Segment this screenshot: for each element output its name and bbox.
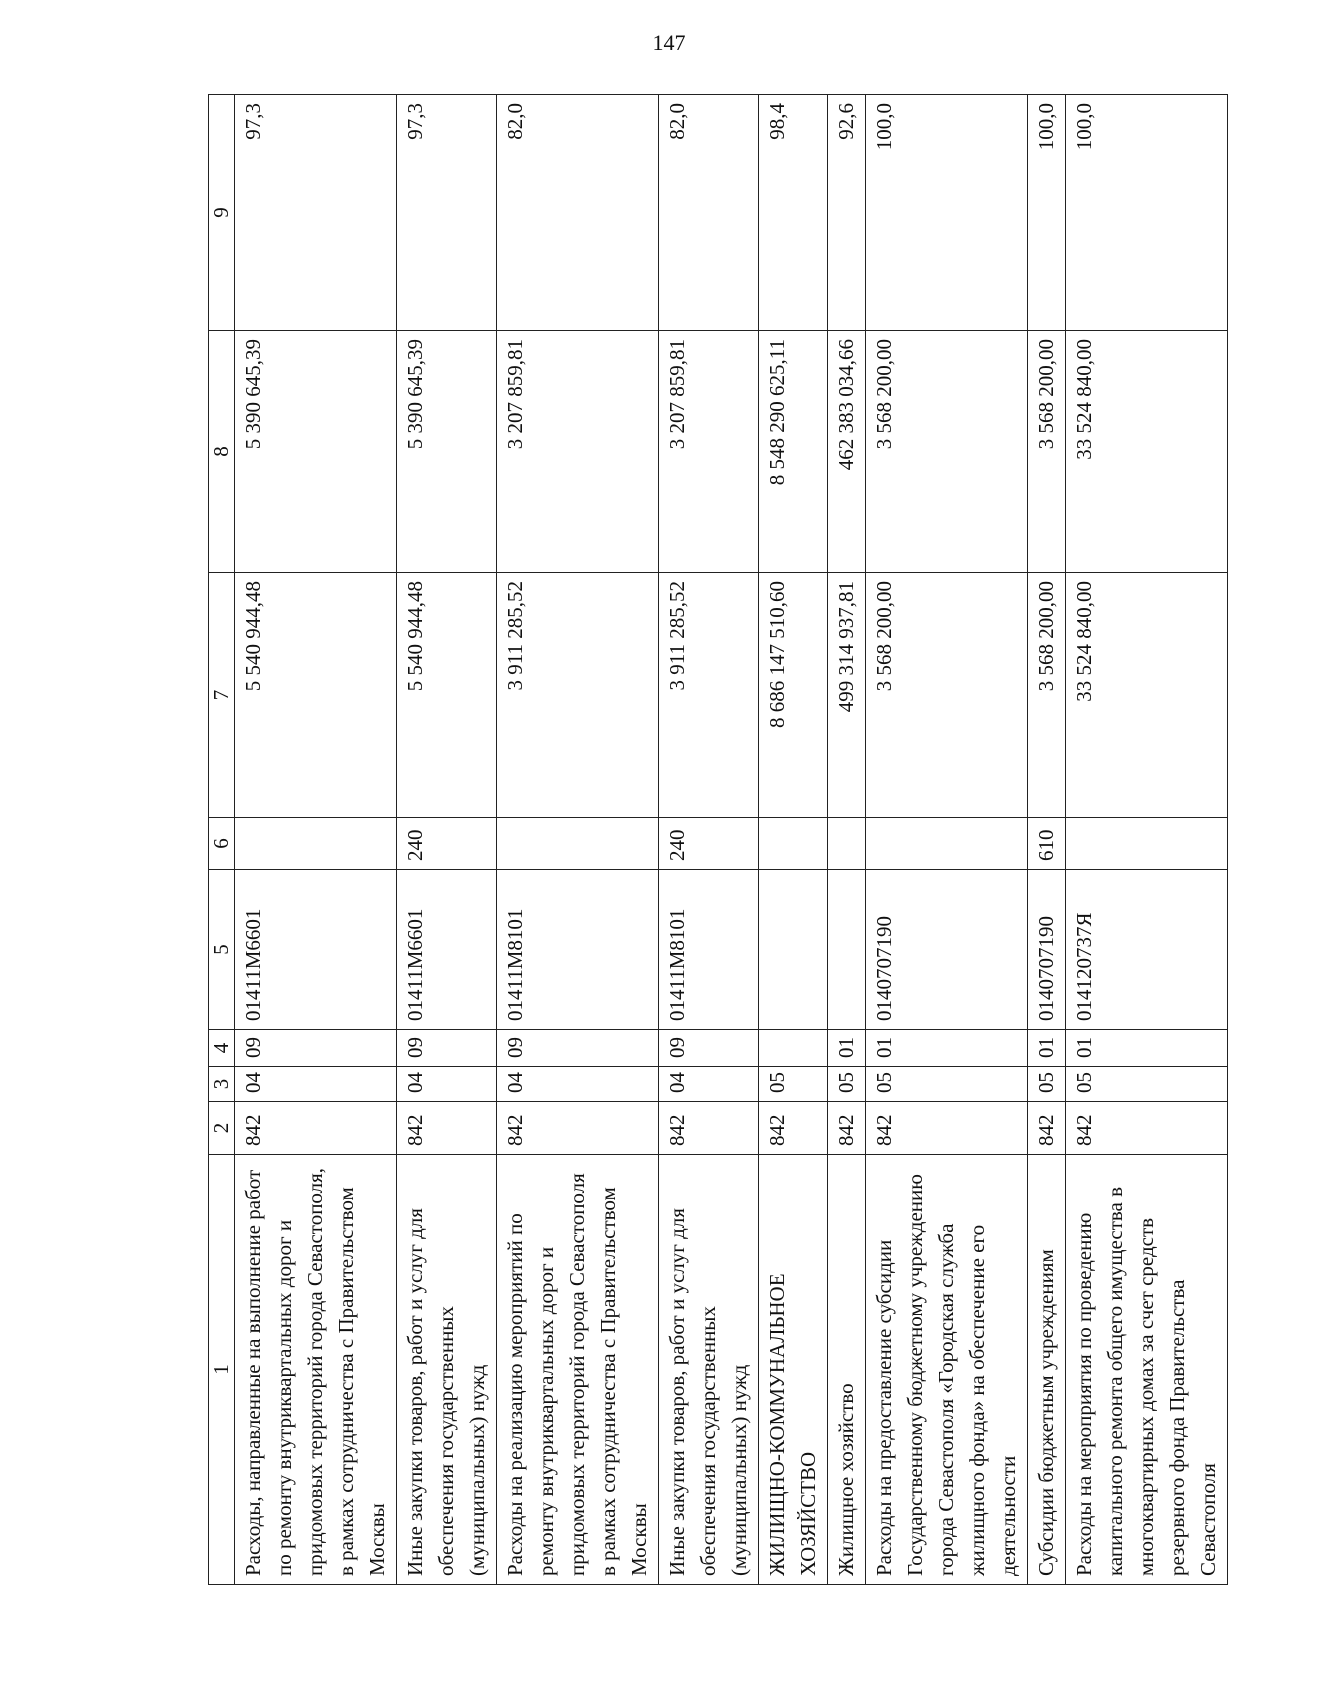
cell-expense-type: 240 — [397, 818, 497, 870]
cell-subsection: 01 — [828, 1030, 866, 1067]
col-header-4: 4 — [209, 1030, 235, 1067]
cell-section: 05 — [828, 1067, 866, 1102]
table-row — [1028, 95, 1066, 1585]
col-header-6: 6 — [209, 818, 235, 870]
cell-subsection: 09 — [497, 1030, 659, 1067]
cell-executed: 462 383 034,66 — [828, 331, 866, 573]
cell-expense-type — [1066, 818, 1228, 870]
cell-percent: 92,6 — [828, 95, 866, 331]
table-row — [1066, 95, 1228, 1585]
cell-admin-code: 842 — [497, 1102, 659, 1155]
cell-planned: 8 686 147 510,60 — [759, 573, 828, 818]
cell-expense-type — [828, 818, 866, 870]
col-header-8: 8 — [209, 331, 235, 573]
cell-planned: 3 911 285,52 — [497, 573, 659, 818]
cell-expense-type: 610 — [1028, 818, 1066, 870]
cell-executed: 5 390 645,39 — [235, 331, 397, 573]
cell-section: 05 — [1066, 1067, 1228, 1102]
table-header-row — [209, 95, 235, 1585]
cell-percent: 82,0 — [659, 95, 759, 331]
cell-admin-code: 842 — [759, 1102, 828, 1155]
cell-planned: 3 568 200,00 — [1028, 573, 1066, 818]
cell-admin-code: 842 — [659, 1102, 759, 1155]
cell-admin-code: 842 — [866, 1102, 1028, 1155]
row-name: Расходы на предоставление субсидии Государственному бюджетному учреждению города Севастополя «Городская служба жилищного фонда» на обеспечение его деятельности — [866, 1155, 1028, 1585]
cell-executed: 3 207 859,81 — [497, 331, 659, 573]
col-header-5: 5 — [209, 870, 235, 1030]
cell-target-article — [828, 870, 866, 1030]
cell-section: 04 — [397, 1067, 497, 1102]
cell-admin-code: 842 — [235, 1102, 397, 1155]
table-row — [235, 95, 397, 1585]
budget-table — [208, 94, 1228, 1585]
cell-expense-type: 240 — [659, 818, 759, 870]
table-row — [828, 95, 866, 1585]
cell-executed: 8 548 290 625,11 — [759, 331, 828, 573]
cell-expense-type — [759, 818, 828, 870]
cell-target-article: 0140707190 — [866, 870, 1028, 1030]
row-name: ЖИЛИЩНО-КОММУНАЛЬНОЕ ХОЗЯЙСТВО — [759, 1155, 828, 1585]
cell-executed: 3 568 200,00 — [866, 331, 1028, 573]
cell-expense-type — [497, 818, 659, 870]
cell-subsection: 01 — [1066, 1030, 1228, 1067]
cell-planned: 5 540 944,48 — [235, 573, 397, 818]
col-header-9: 9 — [209, 95, 235, 331]
cell-executed: 3 207 859,81 — [659, 331, 759, 573]
cell-subsection: 01 — [866, 1030, 1028, 1067]
cell-planned: 3 911 285,52 — [659, 573, 759, 818]
cell-percent: 100,0 — [866, 95, 1028, 331]
row-name: Расходы на реализацию мероприятий по ремонту внутриквартальных дорог и придомовых территорий города Севастополя в рамках сотрудничества с Правительством Москвы — [497, 1155, 659, 1585]
cell-planned: 499 314 937,81 — [828, 573, 866, 818]
cell-target-article: 014120737Я — [1066, 870, 1228, 1030]
cell-target-article: 0140707190 — [1028, 870, 1066, 1030]
row-name: Иные закупки товаров, работ и услуг для обеспечения государственных (муниципальных) нужд — [659, 1155, 759, 1585]
cell-admin-code: 842 — [1066, 1102, 1228, 1155]
row-name: Иные закупки товаров, работ и услуг для обеспечения государственных (муниципальных) нужд — [397, 1155, 497, 1585]
cell-target-article: 01411M8101 — [659, 870, 759, 1030]
rotated-table-container — [208, 95, 1220, 1585]
cell-subsection: 09 — [235, 1030, 397, 1067]
row-name: Расходы, направленные на выполнение работ по ремонту внутриквартальных дорог и придомовых территорий города Севастополя, в рамках сотрудничества с Правительством Москвы — [235, 1155, 397, 1585]
cell-admin-code: 842 — [397, 1102, 497, 1155]
cell-percent: 97,3 — [397, 95, 497, 331]
table-row — [659, 95, 759, 1585]
cell-target-article — [759, 870, 828, 1030]
cell-executed: 3 568 200,00 — [1028, 331, 1066, 573]
col-header-2: 2 — [209, 1102, 235, 1155]
cell-percent: 100,0 — [1066, 95, 1228, 331]
cell-section: 04 — [497, 1067, 659, 1102]
cell-section: 05 — [759, 1067, 828, 1102]
cell-planned: 5 540 944,48 — [397, 573, 497, 818]
col-header-3: 3 — [209, 1067, 235, 1102]
cell-target-article: 01411M6601 — [397, 870, 497, 1030]
cell-subsection — [759, 1030, 828, 1067]
row-name: Расходы на мероприятия по проведению капитального ремонта общего имущества в многоквартирных домах за счет средств резервного фонда Правительства Севастополя — [1066, 1155, 1228, 1585]
cell-target-article: 01411M8101 — [497, 870, 659, 1030]
col-header-1: 1 — [209, 1155, 235, 1585]
cell-admin-code: 842 — [828, 1102, 866, 1155]
cell-admin-code: 842 — [1028, 1102, 1066, 1155]
cell-executed: 33 524 840,00 — [1066, 331, 1228, 573]
cell-subsection: 09 — [659, 1030, 759, 1067]
cell-percent: 100,0 — [1028, 95, 1066, 331]
cell-percent: 97,3 — [235, 95, 397, 331]
cell-section: 04 — [235, 1067, 397, 1102]
cell-section: 04 — [659, 1067, 759, 1102]
cell-planned: 33 524 840,00 — [1066, 573, 1228, 818]
table-row — [759, 95, 828, 1585]
cell-section: 05 — [866, 1067, 1028, 1102]
row-name: Жилищное хозяйство — [828, 1155, 866, 1585]
cell-section: 05 — [1028, 1067, 1066, 1102]
table-row — [497, 95, 659, 1585]
cell-subsection: 01 — [1028, 1030, 1066, 1067]
cell-expense-type — [235, 818, 397, 870]
cell-target-article: 01411M6601 — [235, 870, 397, 1030]
cell-percent: 82,0 — [497, 95, 659, 331]
cell-percent: 98,4 — [759, 95, 828, 331]
cell-subsection: 09 — [397, 1030, 497, 1067]
page-number: 147 — [652, 30, 686, 55]
cell-expense-type — [866, 818, 1028, 870]
row-name: Субсидии бюджетным учреждениям — [1028, 1155, 1066, 1585]
table-row — [397, 95, 497, 1585]
col-header-7: 7 — [209, 573, 235, 818]
cell-planned: 3 568 200,00 — [866, 573, 1028, 818]
table-row — [866, 95, 1028, 1585]
cell-executed: 5 390 645,39 — [397, 331, 497, 573]
